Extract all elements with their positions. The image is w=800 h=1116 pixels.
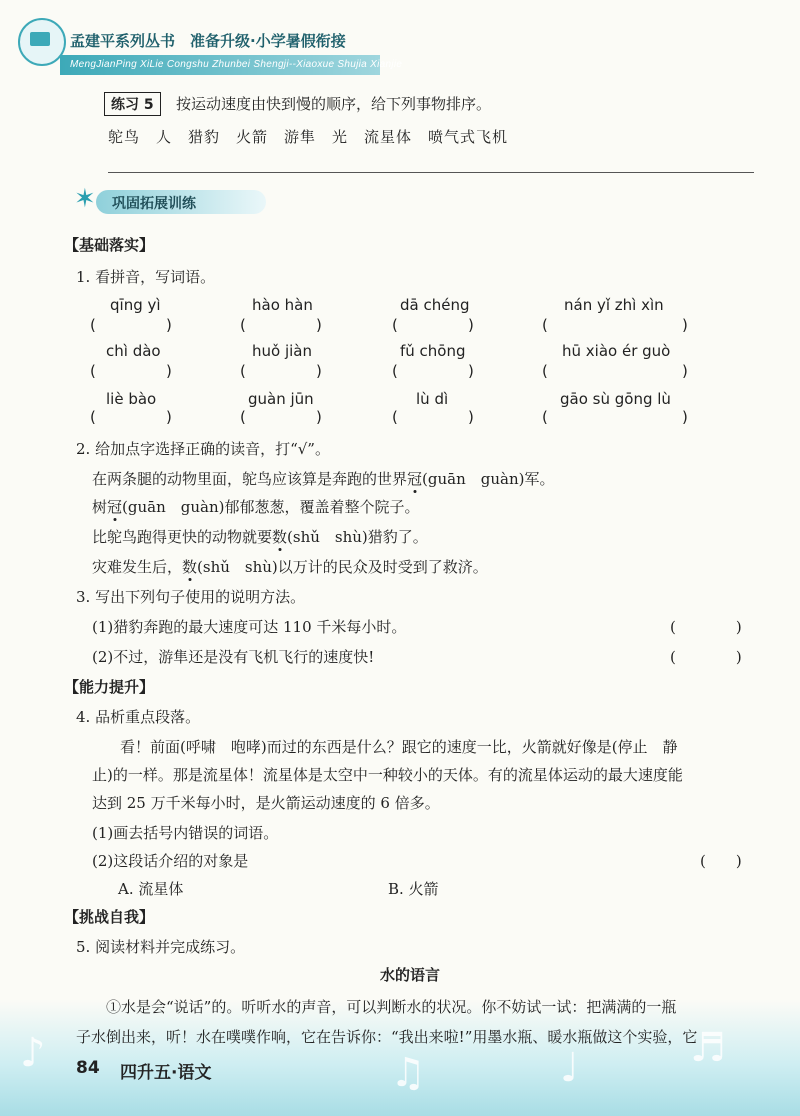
- q4-sub-2: (2)这段话介绍的对象是: [92, 852, 249, 870]
- music-note-icon: ♬: [690, 1025, 726, 1071]
- answer-paren-open: (: [240, 408, 246, 426]
- answer-paren-close: ): [316, 408, 322, 426]
- answer-paren-open: (: [542, 316, 548, 334]
- challenge-tag: 【挑战自我】: [64, 908, 155, 926]
- pinyin-item: liè bào: [106, 390, 157, 408]
- q3-answer-paren: ( ): [670, 618, 742, 636]
- answer-paren-open: (: [542, 362, 548, 380]
- answer-paren-open: (: [90, 408, 96, 426]
- exercise-items: 鸵鸟 人 猎豹 火箭 游隼 光 流星体 喷气式飞机: [108, 128, 509, 146]
- star-icon: ✶: [74, 184, 96, 214]
- pinyin-item: lù dì: [416, 390, 449, 408]
- book-icon: [30, 32, 50, 46]
- answer-paren-open: (: [90, 316, 96, 334]
- answer-paren-close: ): [166, 316, 172, 334]
- question-2: 2. 给加点字选择正确的读音，打“√”。: [76, 440, 330, 458]
- article-line: 子水倒出来，听！水在噗噗作响，它在告诉你：“我出来啦!”用墨水瓶、暖水瓶做这个实验，它: [76, 1028, 698, 1046]
- basic-tag: 【基础落实】: [64, 236, 155, 254]
- answer-paren-open: (: [392, 316, 398, 334]
- question-1: 1. 看拼音，写词语。: [76, 268, 216, 286]
- pinyin-item: hào hàn: [252, 296, 313, 314]
- q2-sentence-4: 灾难发生后，数(shǔ shù)以万计的民众及时受到了救济。: [92, 558, 488, 576]
- q3-answer-paren: ( ): [670, 648, 742, 666]
- question-3: 3. 写出下列句子使用的说明方法。: [76, 588, 306, 606]
- page-number: 84: [76, 1058, 100, 1078]
- answer-paren-close: ): [468, 316, 474, 334]
- pinyin-item: dā chéng: [400, 296, 470, 314]
- q3-item-1: (1)猎豹奔跑的最大速度可达 110 千米每小时。: [92, 618, 407, 636]
- music-note-icon: ♩: [560, 1045, 579, 1091]
- answer-paren-close: ): [468, 408, 474, 426]
- answer-paren-open: (: [542, 408, 548, 426]
- pinyin-item: chì dào: [106, 342, 161, 360]
- music-note-icon: ♫: [390, 1050, 426, 1096]
- ability-tag: 【能力提升】: [64, 678, 155, 696]
- answer-paren-close: ): [682, 362, 688, 380]
- passage-line: 止)的一样。那是流星体！流星体是太空中一种较小的天体。有的流星体运动的最大速度能: [92, 766, 683, 784]
- pinyin-item: nán yǐ zhì xìn: [564, 296, 664, 314]
- music-note-icon: ♪: [20, 1030, 46, 1076]
- pinyin-item: guàn jūn: [248, 390, 314, 408]
- article-title: 水的语言: [380, 966, 441, 984]
- divider: [108, 172, 754, 173]
- q4-answer-paren: ( ): [700, 852, 742, 870]
- question-4: 4. 品析重点段落。: [76, 708, 201, 726]
- answer-paren-close: ): [682, 408, 688, 426]
- question-5: 5. 阅读材料并完成练习。: [76, 938, 246, 956]
- pinyin-item: hū xiào ér guò: [562, 342, 671, 360]
- pinyin-item: huǒ jiàn: [252, 342, 312, 360]
- answer-paren-close: ): [316, 316, 322, 334]
- q3-item-2: (2)不过，游隼还是没有飞机飞行的速度快!: [92, 648, 375, 666]
- section-title: 巩固拓展训练: [112, 196, 196, 212]
- pinyin-item: qīng yì: [110, 296, 161, 314]
- pinyin-item: fǔ chōng: [400, 342, 466, 360]
- q2-sentence-2: 树冠(guān guàn)郁郁葱葱，覆盖着整个院子。: [92, 498, 420, 516]
- pinyin-item: gāo sù gōng lù: [560, 390, 671, 408]
- q2-sentence-1: 在两条腿的动物里面，鸵鸟应该算是奔跑的世界冠(guān guàn)军。: [92, 470, 555, 488]
- answer-paren-close: ): [316, 362, 322, 380]
- exercise-instruction: 按运动速度由快到慢的顺序，给下列事物排序。: [176, 95, 492, 113]
- article-line: ①水是会“说话”的。听听水的声音，可以判断水的状况。你不妨试一试：把满满的一瓶: [106, 998, 677, 1016]
- option-a: A. 流星体: [118, 880, 184, 898]
- exercise-label: 练习 5: [104, 92, 161, 116]
- option-b: B. 火箭: [388, 880, 439, 898]
- answer-paren-open: (: [392, 408, 398, 426]
- answer-paren-close: ): [166, 362, 172, 380]
- answer-paren-close: ): [166, 408, 172, 426]
- answer-paren-open: (: [240, 316, 246, 334]
- q2-sentence-3: 比鸵鸟跑得更快的动物就要数(shǔ shù)猎豹了。: [92, 528, 428, 546]
- q4-sub-1: (1)画去括号内错误的词语。: [92, 824, 279, 842]
- passage-line: 看！前面(呼啸 咆哮)而过的东西是什么？跟它的速度一比，火箭就好像是(停止 静: [120, 738, 678, 756]
- header-title: 孟建平系列丛书 准备升级·小学暑假衔接: [70, 32, 346, 50]
- header-subtitle: MengJianPing XiLie Congshu Zhunbei Shengji--Xiaoxue Shujia Xianjie: [70, 59, 403, 70]
- answer-paren-open: (: [240, 362, 246, 380]
- answer-paren-open: (: [90, 362, 96, 380]
- answer-paren-close: ): [682, 316, 688, 334]
- answer-paren-close: ): [468, 362, 474, 380]
- passage-line: 达到 25 万千米每小时，是火箭运动速度的 6 倍多。: [92, 794, 440, 812]
- grade-label: 四升五·语文: [120, 1063, 212, 1083]
- answer-paren-open: (: [392, 362, 398, 380]
